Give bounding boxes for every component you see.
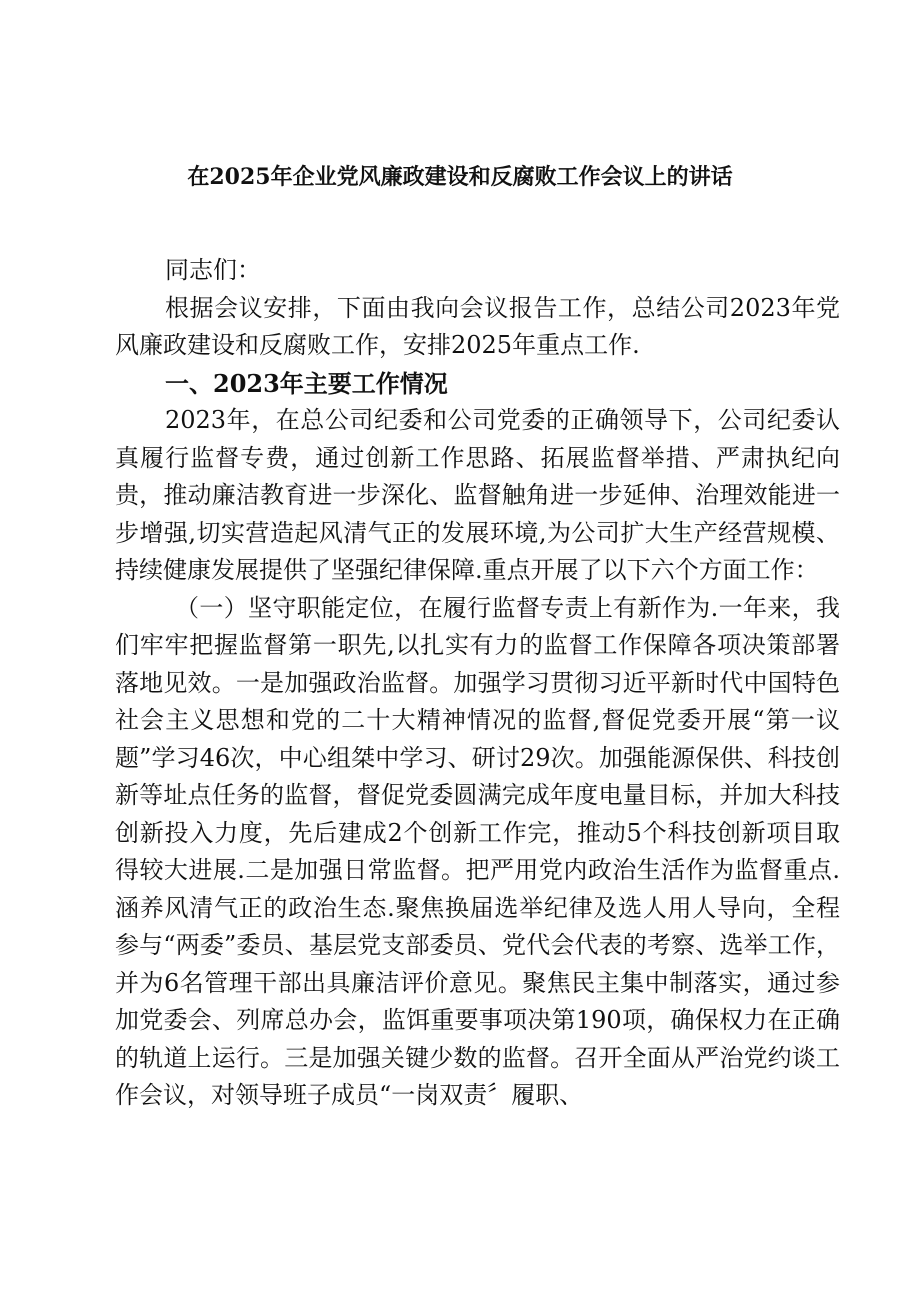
document-body — [115, 252, 840, 1115]
greeting: 同志们： — [165, 256, 261, 284]
document-title: 在2025年企业党风廉政建设和反腐败工作会议上的讲话 — [187, 164, 733, 190]
paragraph-intro: 根据会议安排，下面由我向会议报告工作，总结公司2023年党风廉政建设和反腐败工作，安排2025年重点工作. — [115, 293, 840, 359]
paragraph-subsection-one: （一）坚守职能定位，在履行监督专责上有新作为.一年来，我们牢牢把握监督第一职先,以扎实有力的监督工作保障各项决策部署落地见效。一是加强政治监督。加强学习贯彻习近平新时代中国特色社会主义思想和党的二十大精神情况的监督,督促党委开展“第一议题”学习46次，中心组桀中学习、研讨29次。加强能源保供、科技创新等址点任务的监督，督促党委圆满完成年度电量目标，并加大科技创新投入力度，先后建成2个创新工作完，推动5个科技创新项目取得较大进展.二是加强日常监督。把严用党内政治生活作为监督重点.涵养风清气正的政治生态.聚焦换届选举纪律及选人用人导向，全程参与“两委”委员、基层党支部委员、党代会代表的考察、选举工作，并为6名管理干部出具廉洁评价意见。聚焦民主集中制落实，通过参加党委会、列席总办会，监饵重要事项决第190项，确保权力在正确的轨道上运行。三是加强关键少数的监督。召开全面从严治党约谈工作会议，对领导班子成员“一岗双责〞履职、 — [115, 593, 840, 1109]
paragraph-summary: 2023年，在总公司纪委和公司党委的正确领导下，公司纪委认真履行监督专费，通过创新工作思路、拓展监督举措、严肃执纪向贵，推动廉洁教育进一步深化、监督触角进一步延伸、治理效能进一步增强,切实营造起风清气正的发展环境,为公司扩大生产经营规模、持续健康发展提供了坚强纪律保障.重点开展了以下六个方面工作： — [115, 406, 840, 584]
section-heading: 一、2023年主要工作情况 — [165, 368, 448, 398]
